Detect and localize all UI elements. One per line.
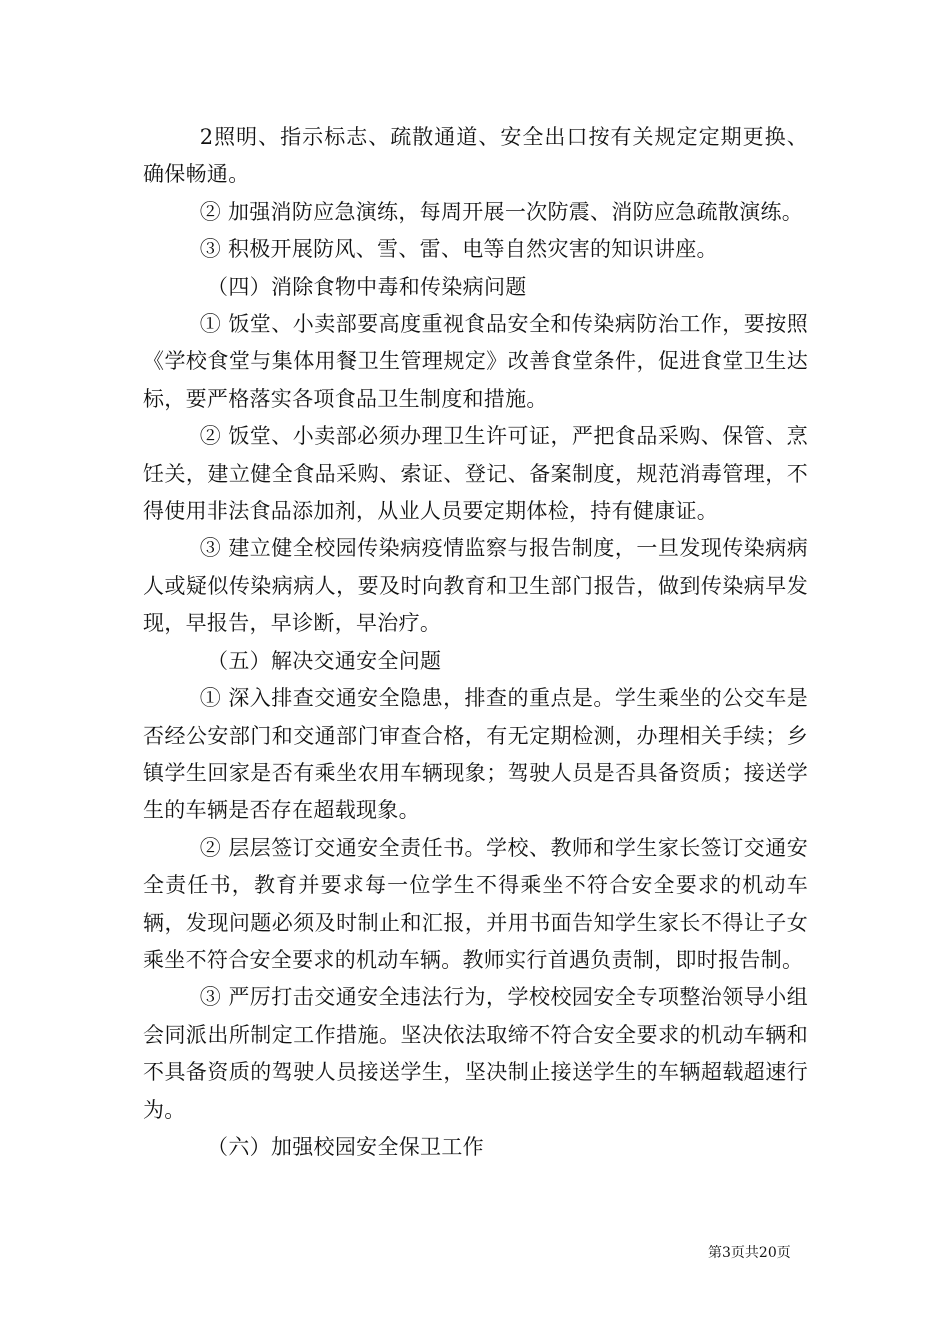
paragraph-disaster-lectures: ③ 积极开展防风、雪、雷、电等自然灾害的知识讲座。: [199, 237, 718, 262]
section-heading-food-safety: （四）消除食物中毒和传染病问题: [207, 274, 527, 299]
page-number-footer: 第3页共20页: [708, 1245, 791, 1261]
paragraph-traffic-hazards: ① 深入排查交通安全隐患，排查的重点是。学生乘坐的公交车是否经公安部门和交通部门审查合格，有无定期检测，办理相关手续；乡镇学生回家是否有乘坐农用车辆现象；驾驶人员是否具备资质；接送学生的车辆是否存在超载现象。: [143, 686, 808, 823]
paragraph-lighting-exits: 2照明、指示标志、疏散通道、安全出口按有关规定定期更换、确保畅通。: [143, 125, 808, 187]
paragraph-canteen-safety: ① 饭堂、小卖部要高度重视食品安全和传染病防治工作，要按照《学校食堂与集体用餐卫生管理规定》改善食堂条件，促进食堂卫生达标，要严格落实各项食品卫生制度和措施。: [143, 312, 808, 411]
paragraph-fire-drill: ② 加强消防应急演练，每周开展一次防震、消防应急疏散演练。: [199, 199, 804, 224]
paragraph-traffic-enforcement: ③ 严厉打击交通安全违法行为，学校校园安全专项整治领导小组会同派出所制定工作措施。坚决依法取缔不符合安全要求的机动车辆和不具备资质的驾驶人员接送学生，坚决制止接送学生的车辆超载超速行为。: [143, 985, 808, 1122]
paragraph-hygiene-license: ② 饭堂、小卖部必须办理卫生许可证，严把食品采购、保管、烹饪关，建立健全食品采购、索证、登记、备案制度，规范消毒管理，不得使用非法食品添加剂，从业人员要定期体检，持有健康证。: [143, 424, 808, 524]
document-body: [143, 119, 808, 1166]
paragraph-responsibility-agreement: ② 层层签订交通安全责任书。学校、教师和学生家长签订交通安全责任书，教育并要求每一位学生不得乘坐不符合安全要求的机动车辆，发现问题必须及时制止和汇报，并用书面告知学生家长不得让子女乘坐不符合安全要求的机动车辆。教师实行首遇负责制，即时报告制。: [143, 835, 808, 972]
section-heading-campus-security: （六）加强校园安全保卫工作: [207, 1134, 484, 1159]
section-heading-traffic-safety: （五）解决交通安全问题: [207, 648, 442, 673]
paragraph-disease-reporting: ③ 建立健全校园传染病疫情监察与报告制度，一旦发现传染病病人或疑似传染病病人，要及时向教育和卫生部门报告，做到传染病早发现，早报告，早诊断，早治疗。: [143, 536, 808, 636]
